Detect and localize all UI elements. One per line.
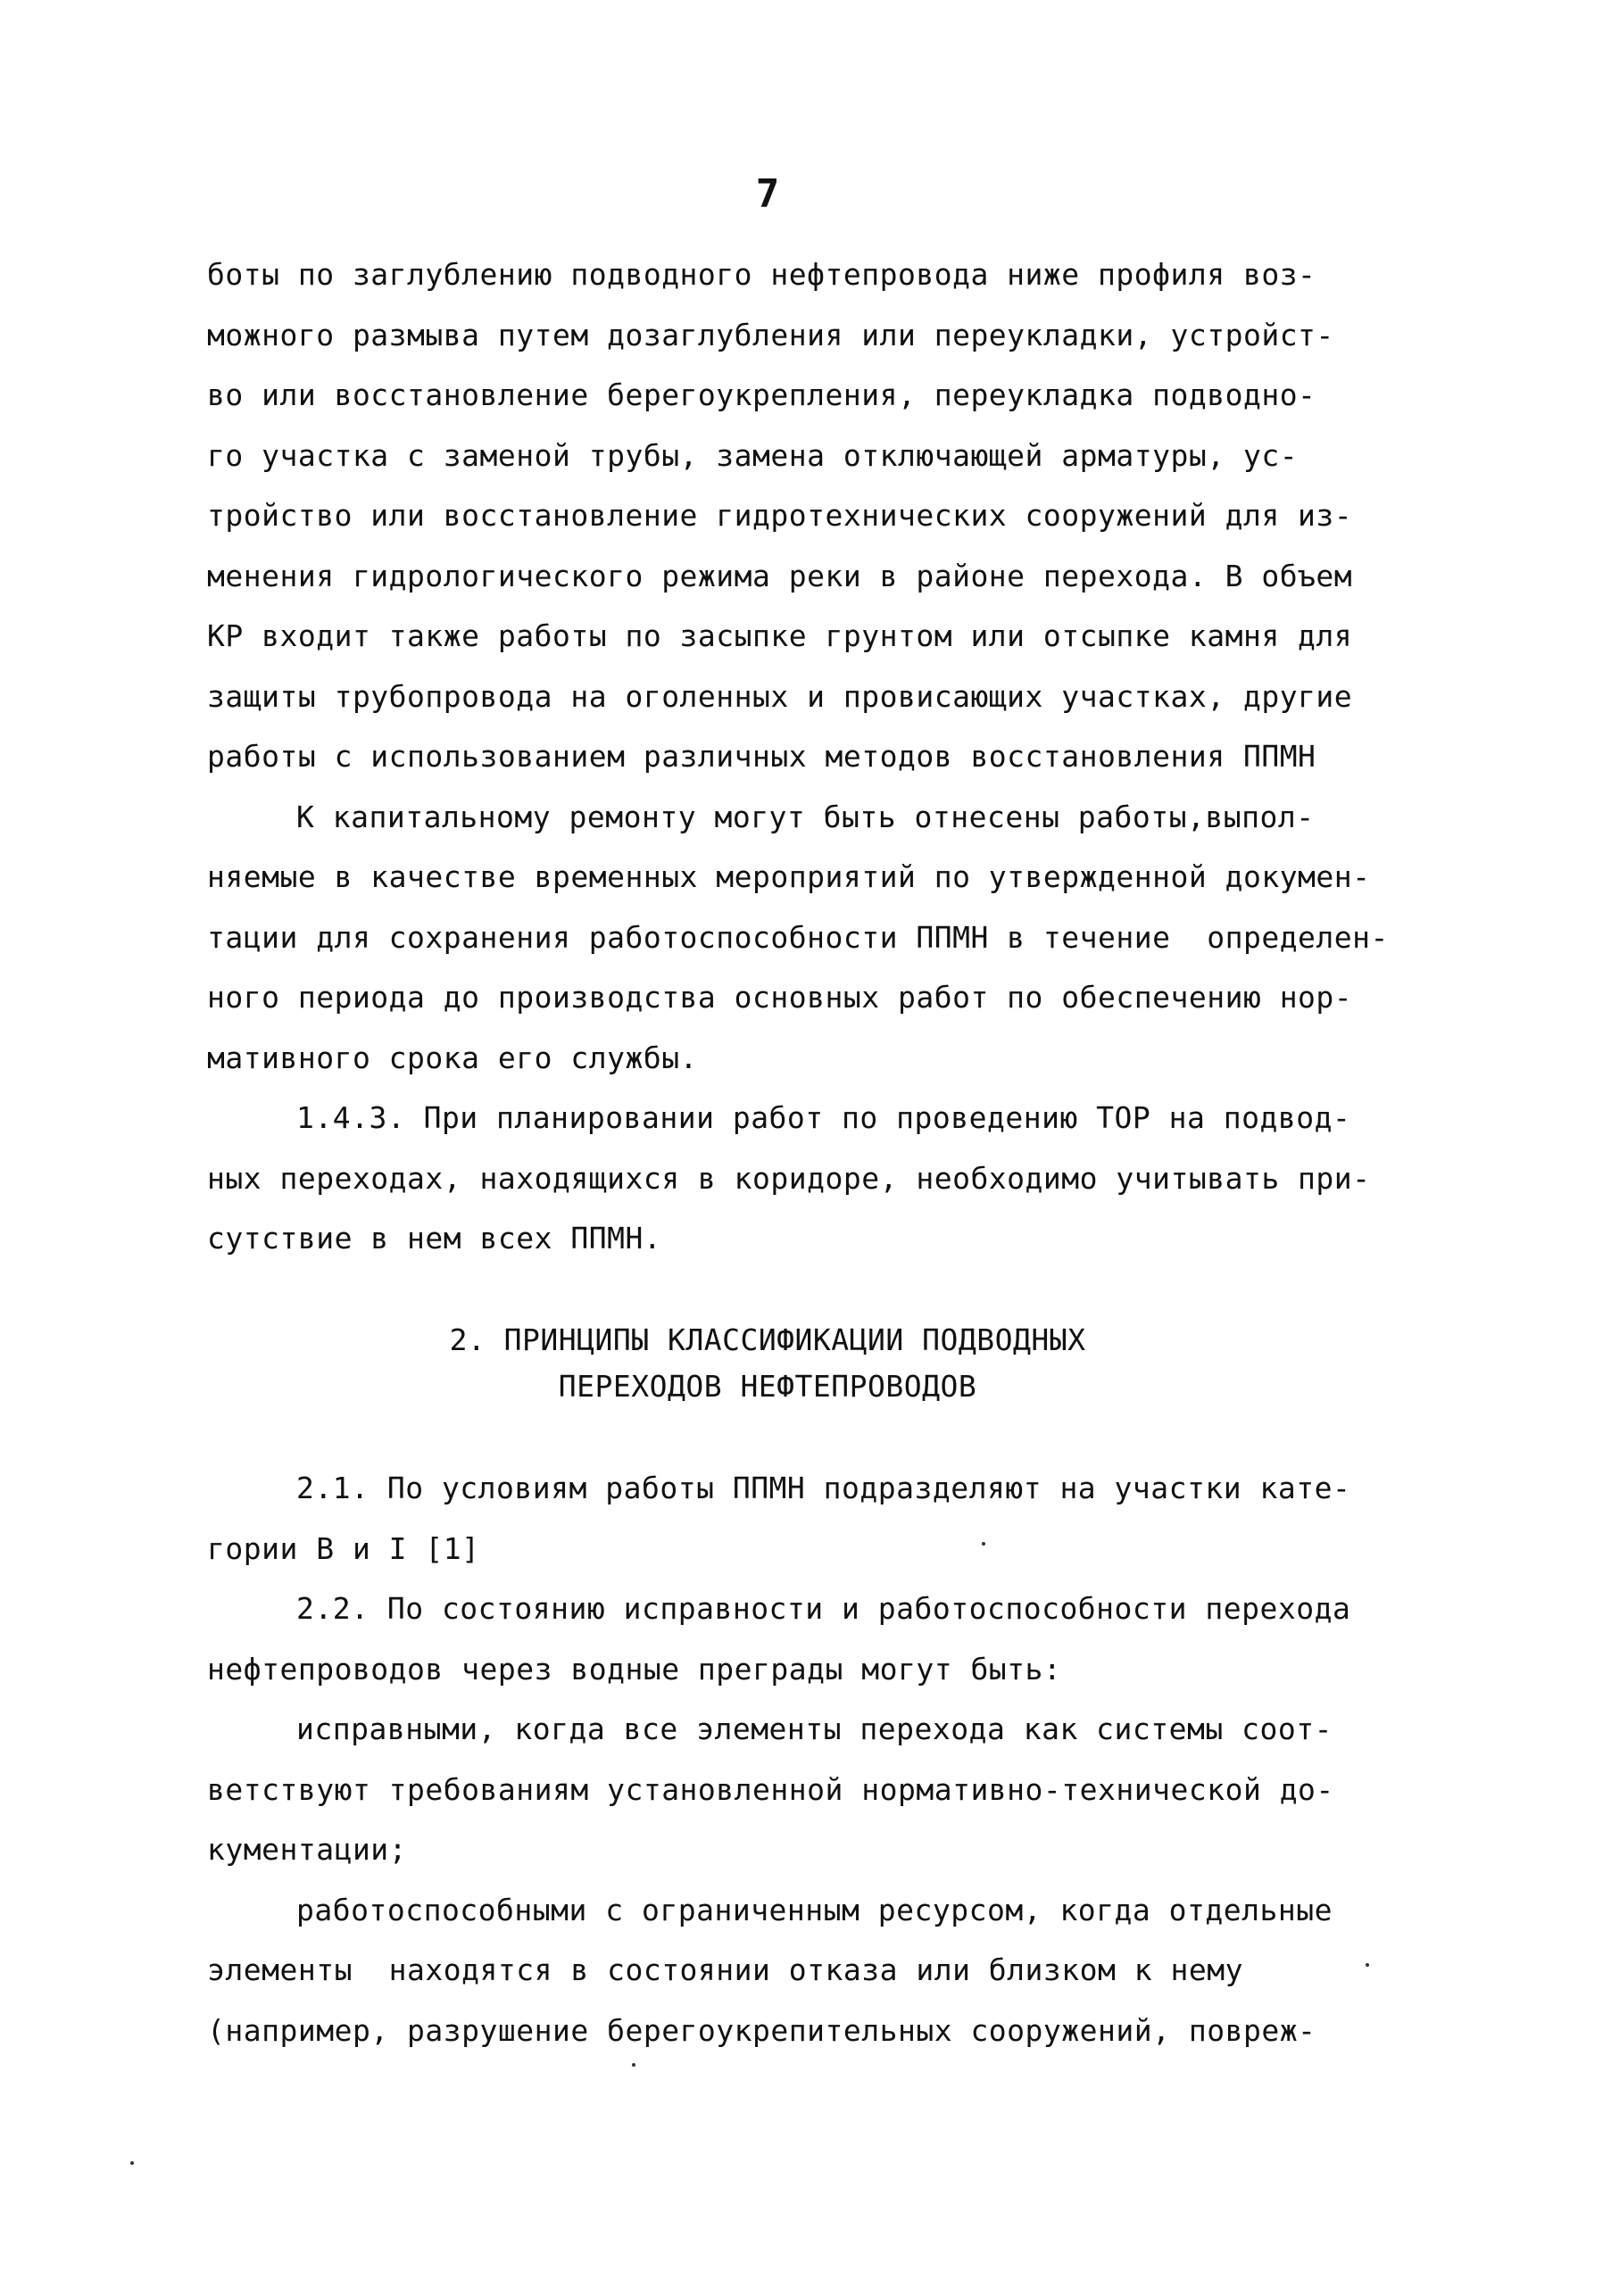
paragraph-first-line: 2.1. По условиям работы ППМН подразделяют на участки кате- bbox=[296, 1471, 1351, 1505]
body-text-section-1 bbox=[207, 245, 1389, 1269]
paragraph-first-line: 1.4.3. При планировании работ по проведению ТОР на подвод- bbox=[296, 1100, 1351, 1135]
text-line: элементы находятся в состоянии отказа или близком к нему bbox=[207, 1952, 1243, 1987]
scan-speck bbox=[1366, 1963, 1369, 1967]
text-line: тации для сохранения работоспособности ППМН в течение определен- bbox=[207, 919, 1389, 955]
text-line: нефтепроводов через водные преграды могут быть: bbox=[207, 1651, 1062, 1687]
body-text-section-2 bbox=[207, 1458, 1385, 2060]
text-line: ных переходах, находящихся в коридоре, необходимо учитывать при- bbox=[207, 1160, 1371, 1196]
scan-speck bbox=[130, 2161, 134, 2165]
text-line: мативного срока его службы. bbox=[207, 1040, 698, 1075]
page-number: 7 bbox=[755, 171, 780, 217]
text-line: менения гидрологического режима реки в районе перехода. В объем bbox=[207, 558, 1353, 593]
text-line: (например, разрушение берегоукрепительных сооружений, повреж- bbox=[207, 2012, 1316, 2048]
heading-line-2: ПЕРЕХОДОВ НЕФТЕПРОВОДОВ bbox=[558, 1369, 977, 1404]
text-line: боты по заглублению подводного нефтепровода ниже профиля воз- bbox=[207, 257, 1316, 292]
paragraph-first-line: К капитальному ремонту могут быть отнесены работы,выпол- bbox=[296, 799, 1315, 834]
text-line: можного размыва путем дозаглубления или переукладки, устройст- bbox=[207, 317, 1334, 352]
text-line: КР входит также работы по засыпке грунтом или отсыпке камня для bbox=[207, 618, 1353, 653]
text-line: во или восстановление берегоукрепления, переукладка подводно- bbox=[207, 377, 1316, 412]
text-line: ветствуют требованиям установленной нормативно-технической до- bbox=[207, 1771, 1334, 1807]
text-line: ного периода до производства основных работ по обеспечению нор- bbox=[207, 980, 1353, 1015]
text-line: гории В и I [1] bbox=[207, 1530, 480, 1566]
text-line: тройство или восстановление гидротехнических сооружений для из- bbox=[207, 498, 1353, 533]
paragraph-first-line: исправными, когда все элементы перехода как системы соот- bbox=[296, 1712, 1333, 1746]
text-line: защиты трубопровода на оголенных и провисающих участках, другие bbox=[207, 678, 1353, 714]
section-heading bbox=[0, 1317, 1535, 1410]
text-line: кументации; bbox=[207, 1832, 408, 1867]
text-line: сутствие в нем всех ППМН. bbox=[207, 1221, 662, 1256]
paragraph-first-line: 2.2. По состоянию исправности и работоспособности перехода bbox=[296, 1591, 1351, 1626]
paragraph-first-line: работоспособными с ограниченным ресурсом, когда отдельные bbox=[296, 1892, 1333, 1927]
heading-line-1: 2. ПРИНЦИПЫ КЛАССИФИКАЦИИ ПОДВОДНЫХ bbox=[449, 1322, 1086, 1357]
scan-speck bbox=[632, 2063, 635, 2067]
text-line: го участка с заменой трубы, замена отключающей арматуры, ус- bbox=[207, 437, 1299, 473]
text-line: работы с использованием различных методов восстановления ППМН bbox=[207, 739, 1316, 774]
text-line: няемые в качестве временных мероприятий по утвержденной докумен- bbox=[207, 859, 1371, 894]
scan-speck bbox=[982, 1542, 985, 1546]
